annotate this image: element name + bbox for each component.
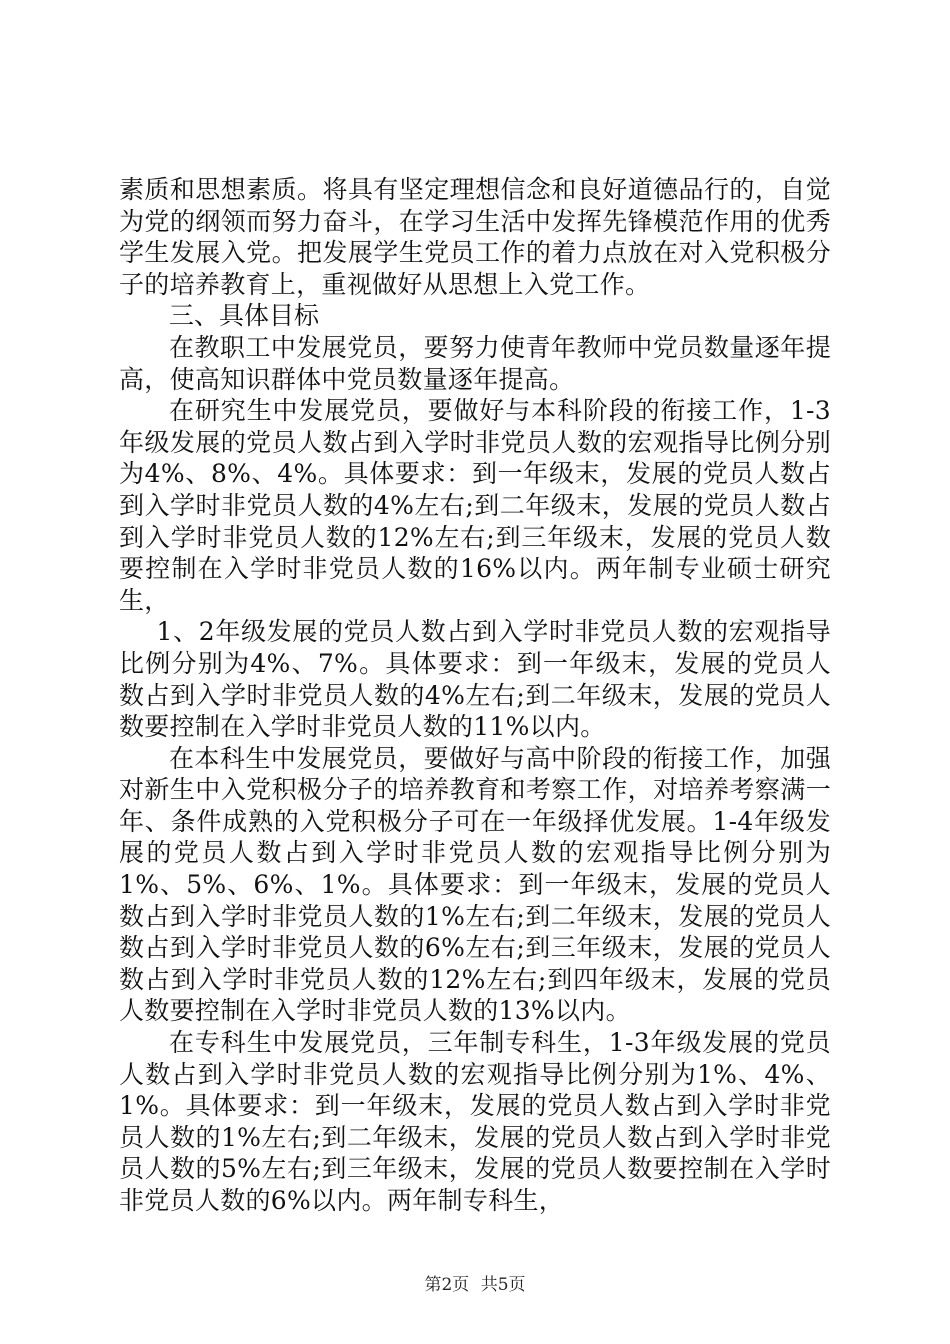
page-number: 第2页 — [424, 1275, 470, 1295]
paragraph-faculty: 在教职工中发展党员，要努力使青年教师中党员数量逐年提高，使高知识群体中党员数量逐年提高。 — [119, 332, 831, 394]
document-body — [119, 174, 831, 1217]
paragraph-undergraduate: 在本科生中发展党员，要做好与高中阶段的衔接工作，加强对新生中入党积极分子的培养教育和考察工作，对培养考察满一年、条件成熟的入党积极分子可在一年级择优发展。1-4年级发展的党员人数占到入学时非党员人数的宏观指导比例分别为1%、5%、6%、1%。具体要求：到一年级末，发展的党员人数占到入学时非党员人数的1%左右;到二年级末，发展的党员人数占到入学时非党员人数的6%左右;到三年级末，发展的党员人数占到入学时非党员人数的12%左右;到四年级末，发展的党员人数要控制在入学时非党员人数的13%以内。 — [119, 743, 831, 1026]
paragraph-graduate: 在研究生中发展党员，要做好与本科阶段的衔接工作，1-3年级发展的党员人数占到入学时非党员人数的宏观指导比例分别为4%、8%、4%。具体要求：到一年级末，发展的党员人数占到入学时非党员人数的4%左右;到二年级末，发展的党员人数占到入学时非党员人数的12%左右;到三年级末，发展的党员人数要控制在入学时非党员人数的16%以内。两年制专业硕士研究生， — [119, 396, 831, 615]
paragraph-junior-college: 在专科生中发展党员，三年制专科生，1-3年级发展的党员人数占到入学时非党员人数的宏观指导比例分别为1%、4%、1%。具体要求：到一年级末，发展的党员人数占到入学时非党员人数的1%左右;到二年级末，发展的党员人数占到入学时非党员人数的5%左右;到三年级末，发展的党员人数要控制在入学时非党员人数的6%以内。两年制专科生， — [119, 1028, 831, 1215]
page-footer — [0, 1270, 950, 1295]
page-total: 共5页 — [480, 1275, 526, 1295]
paragraph-two-year-master: 1、2年级发展的党员人数占到入学时非党员人数的宏观指导比例分别为4%、7%。具体要求：到一年级末，发展的党员人数占到入学时非党员人数的4%左右;到二年级末，发展的党员人数要控制在入学时非党员人数的11%以内。 — [119, 617, 831, 742]
section-heading: 三、具体目标 — [169, 301, 320, 331]
paragraph-continued: 素质和思想素质。将具有坚定理想信念和良好道德品行的，自觉为党的纲领而努力奋斗，在学习生活中发挥先锋模范作用的优秀学生发展入党。把发展学生党员工作的着力点放在对入党积极分子的培养教育上，重视做好从思想上入党工作。 — [119, 175, 831, 299]
